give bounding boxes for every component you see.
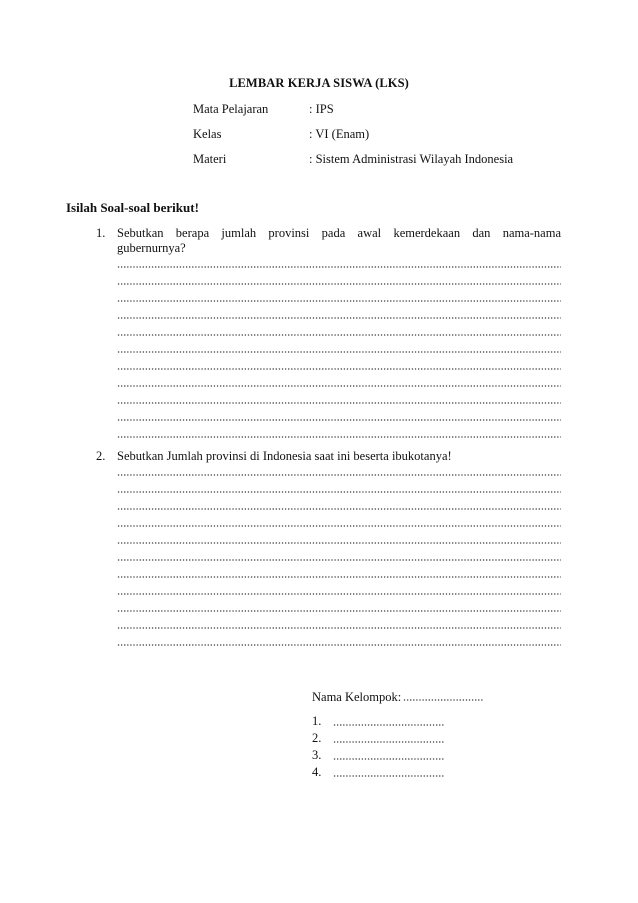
- question-2-answer-line[interactable]: [117, 525, 561, 527]
- question-1-answer-line[interactable]: [117, 300, 561, 302]
- member-3-number: 3.: [312, 748, 322, 762]
- question-2-text: Sebutkan Jumlah provinsi di Indonesia saat ini beserta ibukotanya!: [117, 449, 452, 463]
- question-1-number: 1.: [96, 226, 106, 240]
- meta-value-class: : VI (Enam): [309, 127, 370, 141]
- group-name-label: Nama Kelompok:: [312, 690, 402, 704]
- question-2-answer-line[interactable]: [117, 576, 561, 578]
- question-1-text-line2: gubernurnya?: [117, 241, 186, 255]
- member-1-field[interactable]: [333, 724, 444, 726]
- question-1-text-line1: Sebutkan berapa jumlah provinsi pada awal kemerdekaan dan nama-nama: [117, 226, 561, 240]
- page-title: LEMBAR KERJA SISWA (LKS): [229, 76, 409, 90]
- question-1-answer-line[interactable]: [117, 283, 561, 285]
- group-name-field[interactable]: [403, 699, 484, 701]
- question-2-answer-line[interactable]: [117, 542, 561, 544]
- question-1-answer-line[interactable]: [117, 368, 561, 370]
- question-2-answer-line[interactable]: [117, 644, 561, 646]
- member-4-number: 4.: [312, 765, 322, 779]
- question-2-answer-line[interactable]: [117, 559, 561, 561]
- member-3-field[interactable]: [333, 758, 444, 760]
- member-4-field[interactable]: [333, 775, 444, 777]
- question-1-answer-line[interactable]: [117, 385, 561, 387]
- meta-label-topic: Materi: [193, 152, 227, 166]
- question-1-answer-line[interactable]: [117, 419, 561, 421]
- member-2-field[interactable]: [333, 741, 444, 743]
- member-1-number: 1.: [312, 714, 322, 728]
- question-1-answer-line[interactable]: [117, 402, 561, 404]
- question-1-answer-line[interactable]: [117, 436, 561, 438]
- meta-value-subject: : IPS: [309, 102, 334, 116]
- question-2-answer-line[interactable]: [117, 593, 561, 595]
- question-2-answer-line[interactable]: [117, 491, 561, 493]
- question-1-answer-line[interactable]: [117, 266, 561, 268]
- instruction-heading: Isilah Soal-soal berikut!: [66, 200, 199, 215]
- question-2-answer-line[interactable]: [117, 610, 561, 612]
- question-2-answer-line[interactable]: [117, 474, 561, 476]
- meta-label-class: Kelas: [193, 127, 222, 141]
- member-2-number: 2.: [312, 731, 322, 745]
- question-1-answer-line[interactable]: [117, 351, 561, 353]
- meta-label-subject: Mata Pelajaran: [193, 102, 269, 116]
- question-2-number: 2.: [96, 449, 106, 463]
- question-1-answer-line[interactable]: [117, 334, 561, 336]
- meta-value-topic: : Sistem Administrasi Wilayah Indonesia: [309, 152, 514, 166]
- question-1-answer-line[interactable]: [117, 317, 561, 319]
- question-2-answer-line[interactable]: [117, 508, 561, 510]
- question-2-answer-line[interactable]: [117, 627, 561, 629]
